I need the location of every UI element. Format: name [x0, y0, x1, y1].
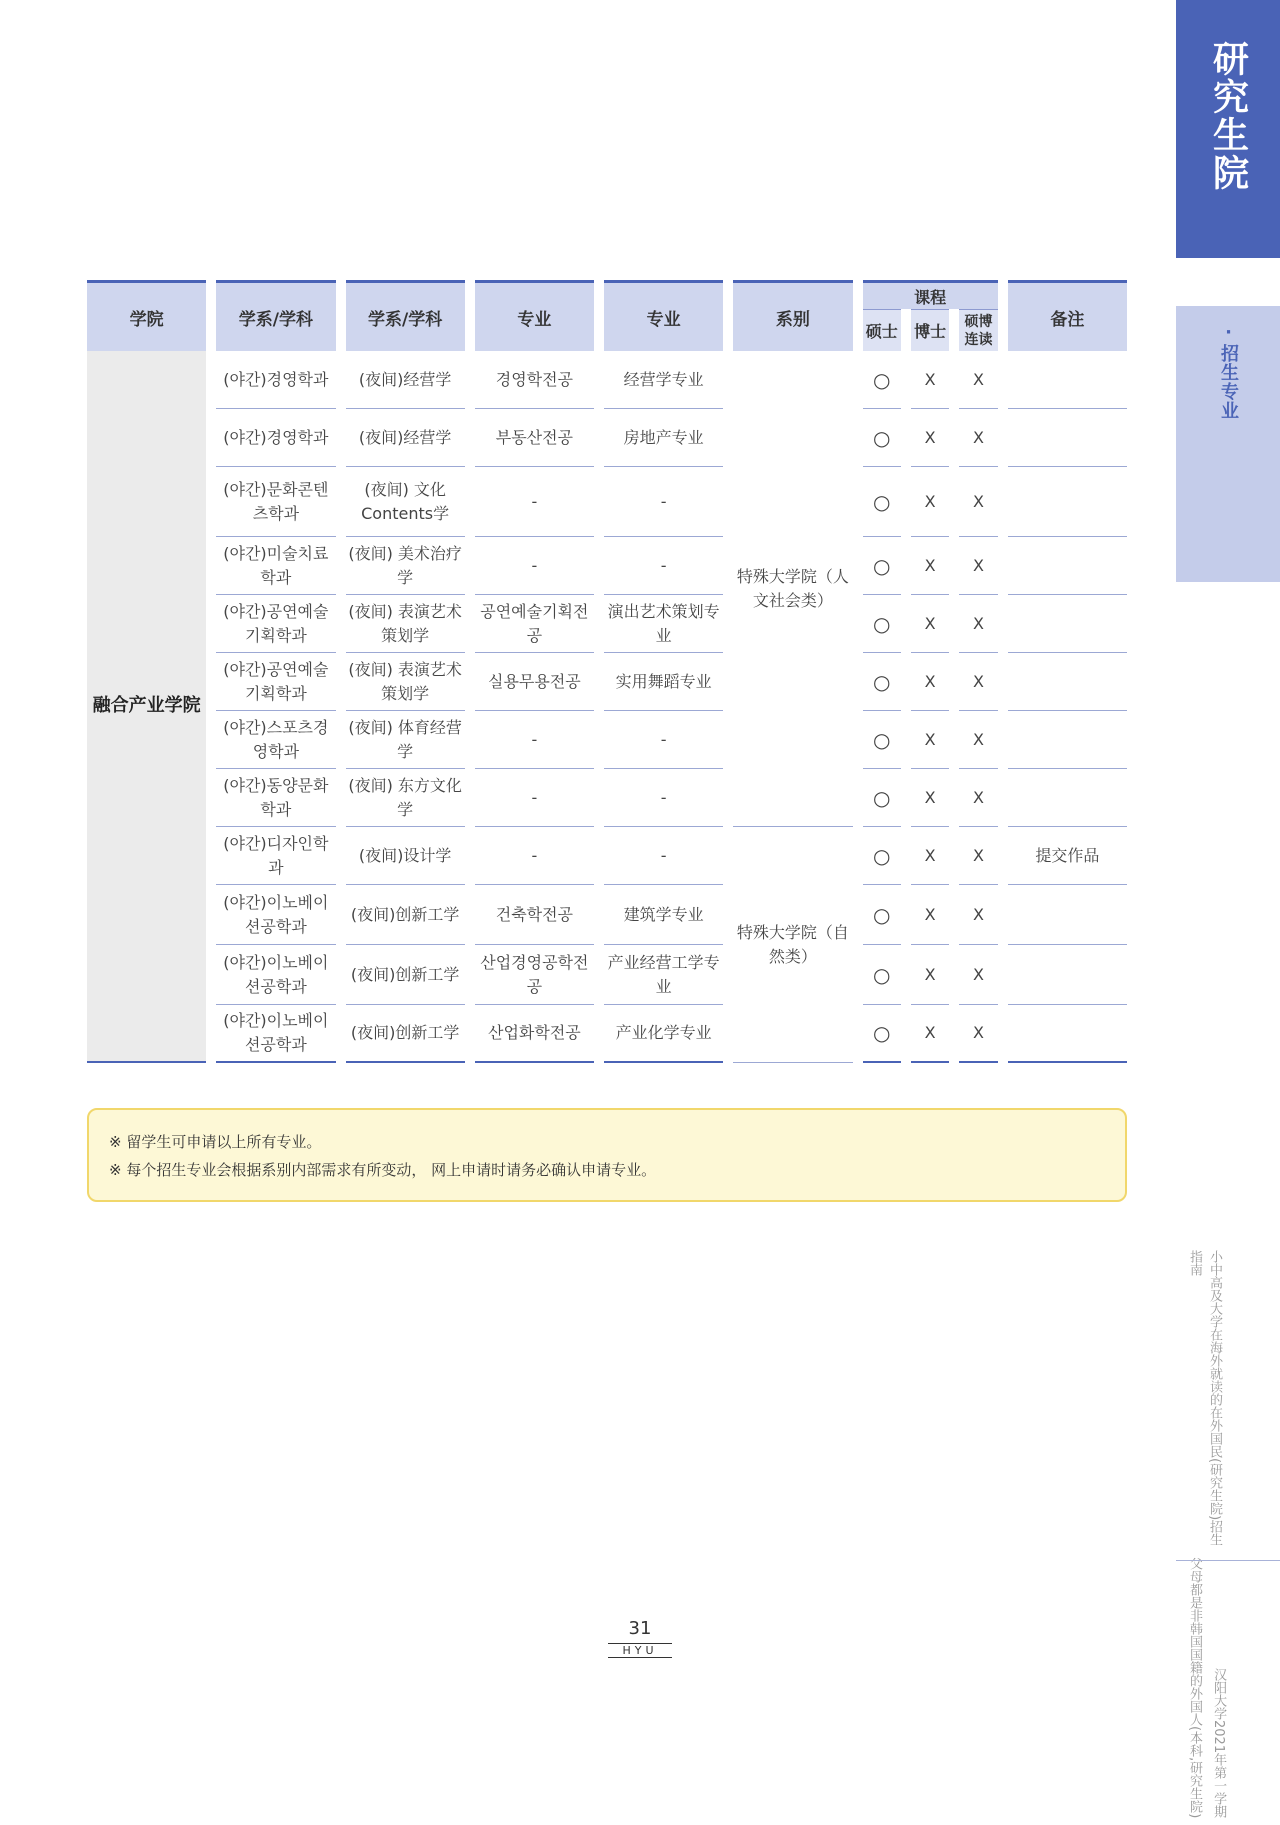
- major-kr-cell: 산업화학전공: [475, 1005, 594, 1063]
- master-mark: ○: [863, 945, 901, 1005]
- major-kr-cell: -: [475, 711, 594, 769]
- dept-cn-cell: (夜间)经营学: [346, 409, 465, 467]
- combined-mark: X: [959, 653, 997, 711]
- dept-kr-cell: (야간)경영학과: [216, 409, 335, 467]
- combined-mark: X: [959, 945, 997, 1005]
- dept-cn-cell: (夜间) 文化Contents学: [346, 467, 465, 537]
- table-row: [87, 885, 1127, 945]
- table-row: [87, 467, 1127, 537]
- page-number-block: [0, 1618, 1280, 1658]
- table-row: [87, 351, 1127, 409]
- master-mark: ○: [863, 1005, 901, 1063]
- notice-line: ※ 每个招生专业会根据系别内部需求有所变动， 网上申请时请务必确认申请专业。: [109, 1161, 657, 1179]
- dept-kr-cell: (야간)이노베이션공학과: [216, 945, 335, 1005]
- remark-cell: [1008, 537, 1127, 595]
- master-mark: ○: [863, 409, 901, 467]
- header-series: 系别: [733, 280, 852, 351]
- major-kr-cell: -: [475, 537, 594, 595]
- table-row: [87, 711, 1127, 769]
- major-cn-cell: 实用舞蹈专业: [604, 653, 723, 711]
- doctor-mark: X: [911, 537, 949, 595]
- section-tab-label: 研究生院: [1207, 40, 1249, 192]
- table-row: [87, 827, 1127, 885]
- remark-cell: [1008, 351, 1127, 409]
- major-kr-cell: 부동산전공: [475, 409, 594, 467]
- subsection-tab-majors[interactable]: [1176, 306, 1280, 582]
- remark-cell: [1008, 769, 1127, 827]
- major-cn-cell: 建筑学专业: [604, 885, 723, 945]
- header-combined: 硕博连读: [959, 309, 997, 351]
- header-master: 硕士: [863, 309, 901, 351]
- header-college: 学院: [87, 280, 206, 351]
- dept-cn-cell: (夜间)设计学: [346, 827, 465, 885]
- header-major-cn: 专业: [604, 280, 723, 351]
- major-kr-cell: 산업경영공학전공: [475, 945, 594, 1005]
- table-row: [87, 653, 1127, 711]
- dept-kr-cell: (야간)공연예술기획학과: [216, 653, 335, 711]
- dept-kr-cell: (야간)문화콘텐츠학과: [216, 467, 335, 537]
- major-cn-cell: -: [604, 467, 723, 537]
- college-cell: 融合产业学院: [87, 351, 206, 1063]
- table-row: [87, 945, 1127, 1005]
- remark-cell: [1008, 467, 1127, 537]
- series-cell-humanities: 特殊大学院（人文社会类）: [733, 351, 852, 827]
- doctor-mark: X: [911, 409, 949, 467]
- combined-mark: X: [959, 827, 997, 885]
- major-cn-cell: 房地产专业: [604, 409, 723, 467]
- dept-cn-cell: (夜间) 东方文化学: [346, 769, 465, 827]
- combined-mark: X: [959, 711, 997, 769]
- majors-table-wrap: [87, 280, 1127, 1063]
- combined-mark: X: [959, 537, 997, 595]
- combined-mark: X: [959, 1005, 997, 1063]
- major-cn-cell: 演出艺术策划专业: [604, 595, 723, 653]
- doctor-mark: X: [911, 653, 949, 711]
- page-number: 31: [628, 1618, 652, 1639]
- subsection-tab-label: ·招生专业: [1218, 322, 1239, 420]
- remark-cell: [1008, 409, 1127, 467]
- doctor-mark: X: [911, 1005, 949, 1063]
- doctor-mark: X: [911, 595, 949, 653]
- master-mark: ○: [863, 711, 901, 769]
- guide-title-line: 汉阳大学2021年第一学期: [1211, 1668, 1227, 1819]
- dept-cn-cell: (夜间) 体育经营学: [346, 711, 465, 769]
- dept-kr-cell: (야간)경영학과: [216, 351, 335, 409]
- master-mark: ○: [863, 885, 901, 945]
- remark-cell: [1008, 885, 1127, 945]
- notice-line: ※ 留学生可申请以上所有专业。: [109, 1133, 322, 1151]
- combined-mark: X: [959, 467, 997, 537]
- major-kr-cell: 실용무용전공: [475, 653, 594, 711]
- remark-cell: [1008, 595, 1127, 653]
- master-mark: ○: [863, 467, 901, 537]
- major-cn-cell: -: [604, 769, 723, 827]
- dept-kr-cell: (야간)디자인학과: [216, 827, 335, 885]
- header-major-kr: 专业: [475, 280, 594, 351]
- doctor-mark: X: [911, 351, 949, 409]
- dept-kr-cell: (야간)스포츠경영학과: [216, 711, 335, 769]
- dept-kr-cell: (야간)공연예술기획학과: [216, 595, 335, 653]
- combined-mark: X: [959, 351, 997, 409]
- table-row: [87, 769, 1127, 827]
- major-cn-cell: 经营学专业: [604, 351, 723, 409]
- doctor-mark: X: [911, 467, 949, 537]
- major-kr-cell: 건축학전공: [475, 885, 594, 945]
- major-cn-cell: -: [604, 711, 723, 769]
- dept-kr-cell: (야간)이노베이션공학과: [216, 1005, 335, 1063]
- table-row: [87, 595, 1127, 653]
- major-cn-cell: 产业化学专业: [604, 1005, 723, 1063]
- master-mark: ○: [863, 537, 901, 595]
- major-kr-cell: 경영학전공: [475, 351, 594, 409]
- header-course: 课程: [863, 280, 998, 309]
- combined-mark: X: [959, 409, 997, 467]
- master-mark: ○: [863, 351, 901, 409]
- doctor-mark: X: [911, 945, 949, 1005]
- master-mark: ○: [863, 769, 901, 827]
- major-kr-cell: -: [475, 827, 594, 885]
- remark-cell: [1008, 1005, 1127, 1063]
- guide-title-line: 父母都是非韩国国籍的外国人(本科,研究生院): [1187, 1557, 1202, 1819]
- doctor-mark: X: [911, 711, 949, 769]
- footer-divider: [1176, 1560, 1280, 1561]
- table-row: [87, 1005, 1127, 1063]
- dept-cn-cell: (夜间)创新工学: [346, 885, 465, 945]
- dept-cn-cell: (夜间)经营学: [346, 351, 465, 409]
- major-cn-cell: 产业经营工学专业: [604, 945, 723, 1005]
- majors-table: [77, 280, 1137, 1063]
- guide-title-vertical: [1184, 1250, 1244, 1819]
- major-kr-cell: 공연예술기획전공: [475, 595, 594, 653]
- brand-logo-text: HYU: [608, 1643, 671, 1658]
- table-row: [87, 409, 1127, 467]
- dept-kr-cell: (야간)미술치료학과: [216, 537, 335, 595]
- header-doctor: 博士: [911, 309, 949, 351]
- combined-mark: X: [959, 885, 997, 945]
- header-dept-cn: 学系/学科: [346, 280, 465, 351]
- major-kr-cell: -: [475, 769, 594, 827]
- section-tab-graduate-school[interactable]: [1176, 0, 1280, 258]
- dept-cn-cell: (夜间)创新工学: [346, 1005, 465, 1063]
- doctor-mark: X: [911, 827, 949, 885]
- master-mark: ○: [863, 653, 901, 711]
- combined-mark: X: [959, 769, 997, 827]
- remark-cell: [1008, 945, 1127, 1005]
- dept-cn-cell: (夜间) 表演艺术策划学: [346, 595, 465, 653]
- major-cn-cell: -: [604, 827, 723, 885]
- master-mark: ○: [863, 595, 901, 653]
- header-dept-kr: 学系/学科: [216, 280, 335, 351]
- remark-cell: 提交作品: [1008, 827, 1127, 885]
- master-mark: ○: [863, 827, 901, 885]
- doctor-mark: X: [911, 885, 949, 945]
- doctor-mark: X: [911, 769, 949, 827]
- dept-cn-cell: (夜间) 表演艺术策划学: [346, 653, 465, 711]
- dept-kr-cell: (야간)이노베이션공학과: [216, 885, 335, 945]
- major-kr-cell: -: [475, 467, 594, 537]
- major-cn-cell: -: [604, 537, 723, 595]
- table-row: [87, 537, 1127, 595]
- remark-cell: [1008, 653, 1127, 711]
- combined-mark: X: [959, 595, 997, 653]
- guide-title-line: 小中高及大学在海外就读的在外国民(研究生院)招生指南: [1187, 1250, 1222, 1547]
- notice-box: [87, 1108, 1127, 1202]
- dept-kr-cell: (야간)동양문화학과: [216, 769, 335, 827]
- dept-cn-cell: (夜间) 美术治疗学: [346, 537, 465, 595]
- remark-cell: [1008, 711, 1127, 769]
- header-remark: 备注: [1008, 280, 1127, 351]
- dept-cn-cell: (夜间)创新工学: [346, 945, 465, 1005]
- series-cell-natural: 特殊大学院（自然类）: [733, 827, 852, 1063]
